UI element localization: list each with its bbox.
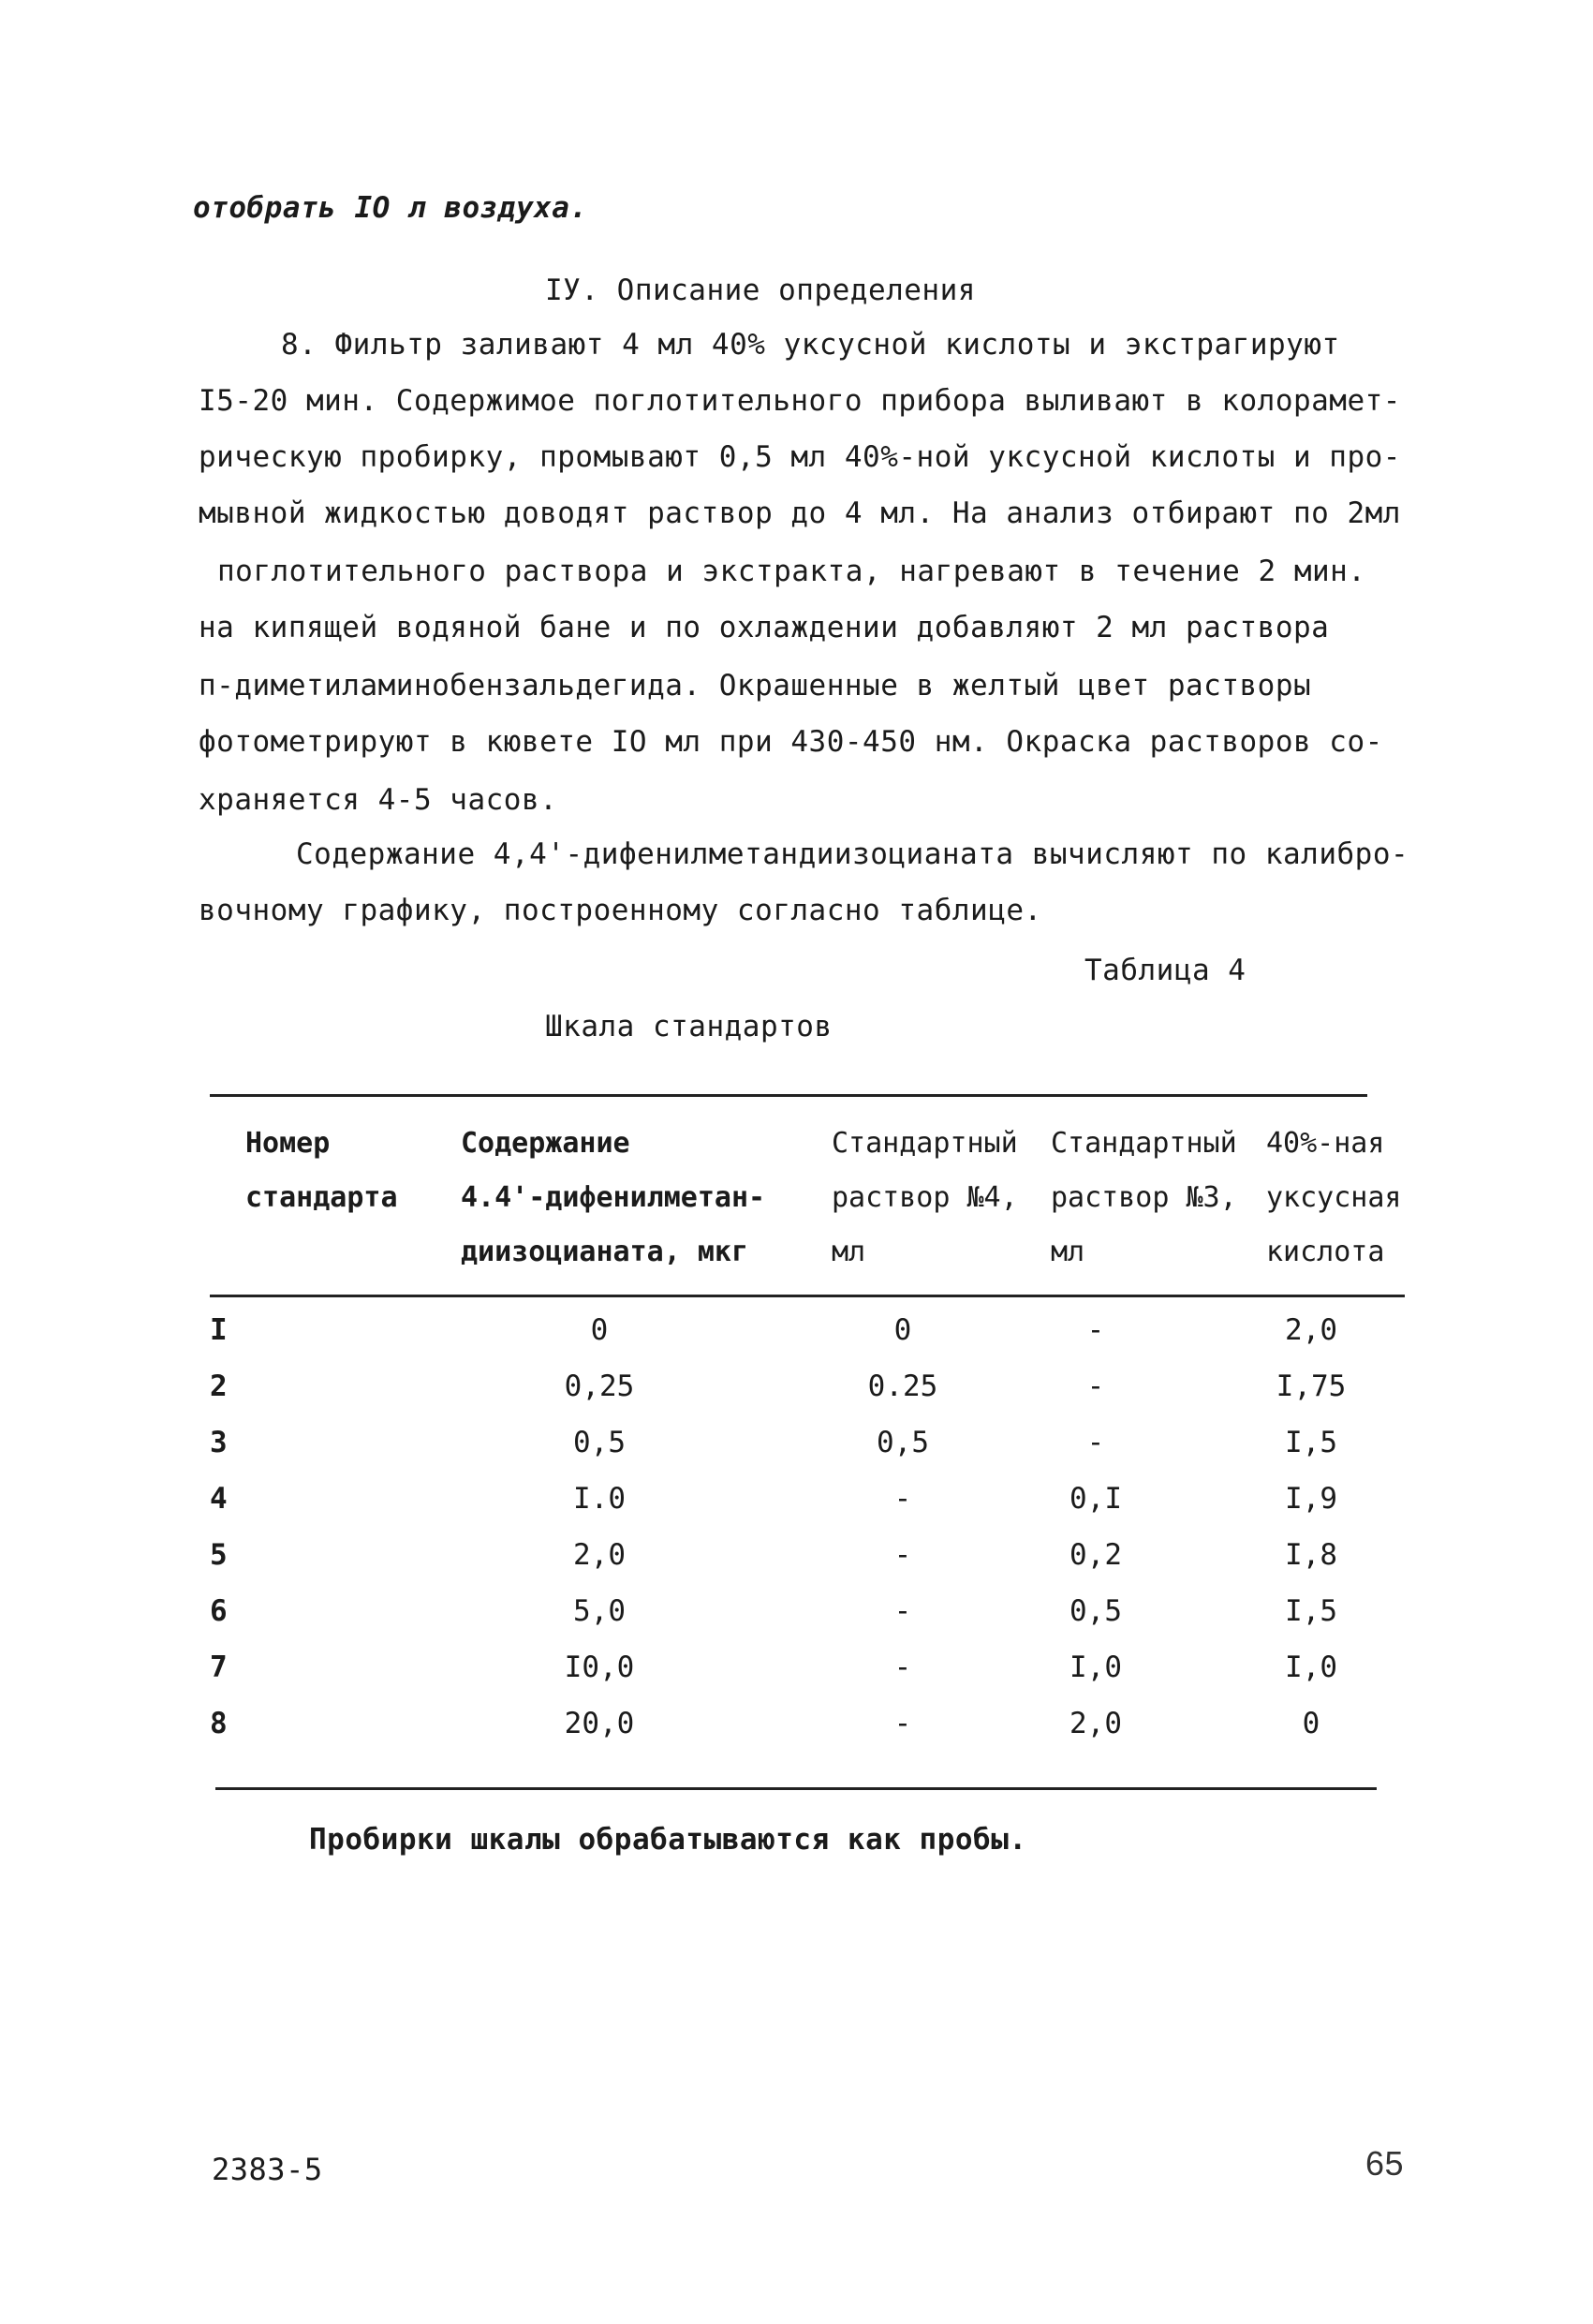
paragraph-line: вочному графику, построенному согласно таблице.: [199, 894, 1042, 927]
table-header-cell: Номер: [245, 1127, 331, 1160]
table-cell: 2,0: [1285, 1313, 1337, 1347]
table-header-cell: Стандартный: [1051, 1127, 1237, 1160]
table-header-cell: 4.4'-дифенилметан-: [461, 1181, 766, 1214]
table-cell: -: [893, 1482, 912, 1516]
table-cell: 0: [1302, 1707, 1320, 1740]
table-cell: 0: [590, 1313, 609, 1347]
table-cell: -: [1086, 1426, 1105, 1459]
paragraph-line: мывной жидкостью доводят раствор до 4 мл. На анализ отбирают по 2мл: [199, 496, 1401, 530]
table-cell: -: [893, 1538, 912, 1572]
table-label: Таблица 4: [1084, 954, 1246, 987]
paragraph-line: на кипящей водяной бане и по охлаждении добавляют 2 мл раствора: [199, 611, 1330, 644]
table-cell: -: [1086, 1313, 1105, 1347]
table-cell: 0,2: [1069, 1538, 1122, 1572]
table-cell: I,9: [1285, 1482, 1337, 1516]
table-cell: 8: [210, 1707, 228, 1740]
table-cell: I,0: [1285, 1650, 1337, 1684]
table-cell: 20,0: [564, 1707, 635, 1740]
table-cell: I,8: [1285, 1538, 1337, 1572]
table-header-cell: раствор №3,: [1051, 1181, 1237, 1214]
paragraph-line: фотометрируют в кювете IO мл при 430-450 нм. Окраска растворов со-: [199, 725, 1383, 759]
table-cell: 0.25: [867, 1369, 938, 1403]
table-cell: 0: [893, 1313, 912, 1347]
table-header-cell: кислота: [1266, 1236, 1385, 1268]
table-cell: 6: [210, 1594, 228, 1628]
table-cell: 5,0: [573, 1594, 626, 1628]
section-title: IУ. Описание определения: [545, 274, 976, 307]
table-cell: 0,5: [877, 1426, 929, 1459]
table-header-cell: диизоцианата, мкг: [461, 1236, 749, 1268]
table-cell: -: [893, 1594, 912, 1628]
table-cell: I,5: [1285, 1426, 1337, 1459]
table-cell: I,5: [1285, 1594, 1337, 1628]
footer-note: Пробирки шкалы обрабатываются как пробы.: [309, 1823, 1027, 1857]
document-code: 2383-5: [212, 2152, 323, 2187]
table-bottom-rule: [215, 1787, 1377, 1790]
table-cell: -: [1086, 1369, 1105, 1403]
table-header-cell: уксусная: [1266, 1181, 1402, 1214]
table-header-cell: 40%-ная: [1266, 1127, 1385, 1160]
paragraph-line: поглотительного раствора и экстракта, нагревают в течение 2 мин.: [217, 555, 1366, 588]
table-cell: 2,0: [573, 1538, 626, 1572]
table-title: Шкала стандартов: [545, 1010, 833, 1044]
table-cell: 2,0: [1069, 1707, 1122, 1740]
paragraph-line: п-диметиламинобензальдегида. Окрашенные в желтый цвет растворы: [199, 669, 1312, 703]
table-cell: -: [893, 1707, 912, 1740]
table-cell: I0,0: [564, 1650, 635, 1684]
paragraph-line: храняется 4-5 часов.: [199, 783, 558, 817]
table-cell: I: [210, 1313, 228, 1347]
table-cell: 0,I: [1069, 1482, 1122, 1516]
table-header-cell: мл: [832, 1236, 866, 1268]
table-cell: -: [893, 1650, 912, 1684]
table-header-cell: стандарта: [245, 1181, 398, 1214]
table-header-cell: Содержание: [461, 1127, 630, 1160]
table-cell: I.0: [573, 1482, 626, 1516]
table-cell: I,0: [1069, 1650, 1122, 1684]
table-header-rule: [210, 1295, 1405, 1297]
paragraph-line: Содержание 4,4'-дифенилметандиизоцианата вычисляют по калибро-: [296, 837, 1409, 871]
table-cell: 5: [210, 1538, 228, 1572]
paragraph-line: I5-20 мин. Содержимое поглотительного прибора выливают в колорамет-: [199, 384, 1401, 418]
table-cell: 3: [210, 1426, 228, 1459]
paragraph-line: 8. Фильтр заливают 4 мл 40% уксусной кислоты и экстрагируют: [281, 328, 1340, 362]
table-cell: 7: [210, 1650, 228, 1684]
table-cell: 4: [210, 1482, 228, 1516]
table-header-cell: мл: [1051, 1236, 1085, 1268]
table-cell: 0,25: [564, 1369, 635, 1403]
table-cell: 0,5: [573, 1426, 626, 1459]
continuation-line: отобрать IO л воздуха.: [193, 191, 588, 225]
table-header-cell: Стандартный: [832, 1127, 1018, 1160]
table-top-rule: [210, 1094, 1367, 1097]
table-cell: 0,5: [1069, 1594, 1122, 1628]
table-header-cell: раствор №4,: [832, 1181, 1018, 1214]
table-cell: 2: [210, 1369, 228, 1403]
page-number: 65: [1365, 2144, 1405, 2183]
table-cell: I,75: [1276, 1369, 1347, 1403]
paragraph-line: рическую пробирку, промывают 0,5 мл 40%-ной уксусной кислоты и про-: [199, 440, 1401, 474]
